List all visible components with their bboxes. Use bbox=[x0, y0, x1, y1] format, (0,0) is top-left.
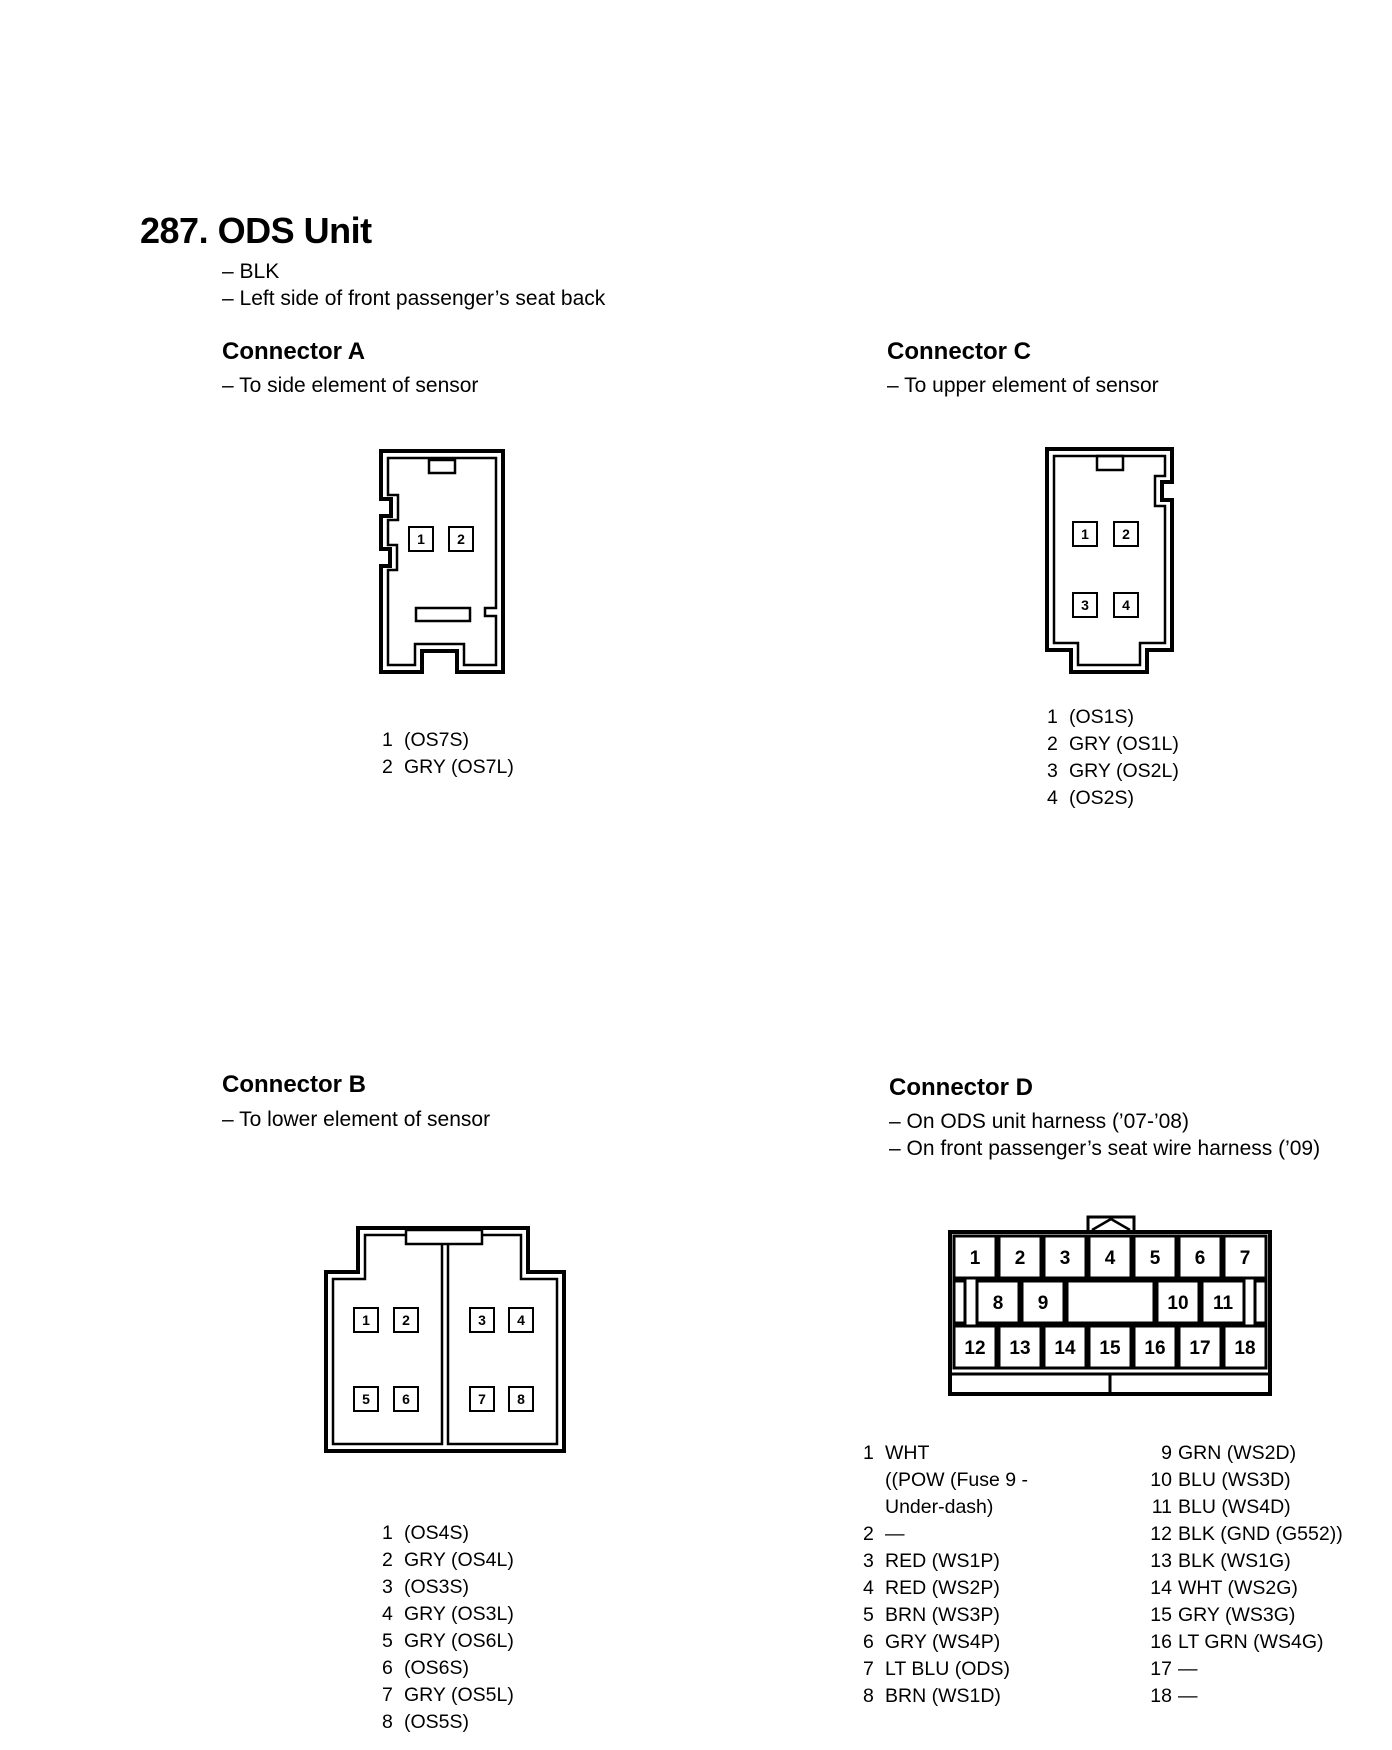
list-item: 4 (OS2S) bbox=[1047, 787, 1135, 809]
connector-c-heading: Connector C bbox=[887, 338, 1031, 365]
connector-a-inner-outline bbox=[388, 458, 496, 665]
page-title: 287. ODS Unit bbox=[140, 210, 372, 251]
connector-a-outline bbox=[381, 451, 503, 672]
connector-d-notes bbox=[889, 1108, 1320, 1162]
list-item: 7 LT BLU (ODS) bbox=[863, 1658, 1010, 1680]
connector-d-cavity-5: 5 bbox=[1149, 1248, 1161, 1269]
connector-d-cavity-15: 15 bbox=[1099, 1338, 1121, 1359]
list-item: 1 (OS1S) bbox=[1047, 706, 1135, 728]
connector-d-cavity-1: 1 bbox=[969, 1248, 981, 1269]
connector-c-latch bbox=[1097, 456, 1123, 470]
connector-b-cavity-2: 2 bbox=[402, 1312, 410, 1328]
list-item: 12 BLK (GND (G552)) bbox=[1150, 1523, 1343, 1545]
connector-a-cavity-1: 1 bbox=[417, 531, 425, 547]
connector-c-cavity-3: 3 bbox=[1081, 597, 1089, 613]
connector-b-cavity-6: 6 bbox=[402, 1391, 410, 1407]
list-item: 6 (OS6S) bbox=[382, 1657, 470, 1679]
connector-d-cavity-7: 7 bbox=[1239, 1248, 1251, 1269]
connector-d-latch-chevron bbox=[1092, 1219, 1130, 1230]
list-item: 2 GRY (OS7L) bbox=[382, 756, 514, 778]
connector-c-diagram bbox=[1035, 440, 1185, 680]
connector-b-note: – To lower element of sensor bbox=[222, 1108, 491, 1131]
list-item: 15 GRY (WS3G) bbox=[1150, 1604, 1296, 1626]
connector-d-cavity-6: 6 bbox=[1194, 1248, 1206, 1269]
connector-a-diagram bbox=[370, 442, 520, 682]
connector-d-note-1: – On ODS unit harness (’07-’08) bbox=[889, 1110, 1189, 1133]
list-item: 1 (OS7S) bbox=[382, 729, 470, 751]
connector-d-cavity-18: 18 bbox=[1234, 1338, 1256, 1359]
connector-d-cavity-8: 8 bbox=[992, 1293, 1004, 1314]
list-item: Under-dash) bbox=[885, 1496, 994, 1518]
list-item: 8 BRN (WS1D) bbox=[863, 1685, 1001, 1707]
connector-c-cavity-2: 2 bbox=[1122, 526, 1130, 542]
list-item: 14 WHT (WS2G) bbox=[1150, 1577, 1298, 1599]
connector-a-latch bbox=[429, 460, 455, 473]
connector-b-cavity-4: 4 bbox=[517, 1312, 525, 1328]
list-item: 2 — bbox=[863, 1523, 905, 1545]
list-item: 1 WHT bbox=[863, 1442, 930, 1464]
list-item: 13 BLK (WS1G) bbox=[1150, 1550, 1291, 1572]
connector-d-cavity-11: 11 bbox=[1212, 1293, 1234, 1314]
list-item: 18 — bbox=[1150, 1685, 1198, 1707]
connector-b-latch bbox=[406, 1230, 482, 1244]
list-item: 3 RED (WS1P) bbox=[863, 1550, 1000, 1572]
list-item: ((POW (Fuse 9 - bbox=[885, 1469, 1029, 1491]
connector-d-cavity-13: 13 bbox=[1009, 1338, 1031, 1359]
list-item: 4 GRY (OS3L) bbox=[382, 1603, 514, 1625]
list-item: 3 GRY (OS2L) bbox=[1047, 760, 1179, 782]
list-item: 7 GRY (OS5L) bbox=[382, 1684, 514, 1706]
connector-c-outline bbox=[1047, 449, 1172, 672]
connector-d-diagram bbox=[940, 1206, 1280, 1396]
connector-b-cavity-3: 3 bbox=[478, 1312, 486, 1328]
list-item: 1 (OS4S) bbox=[382, 1522, 470, 1544]
list-item: 5 GRY (OS6L) bbox=[382, 1630, 514, 1652]
connector-c-cavity-1: 1 bbox=[1081, 526, 1089, 542]
list-item: 6 GRY (WS4P) bbox=[863, 1631, 1001, 1653]
connector-d-cavity-3: 3 bbox=[1059, 1248, 1071, 1269]
connector-a-note: – To side element of sensor bbox=[222, 374, 479, 397]
list-item: 17 — bbox=[1150, 1658, 1198, 1680]
connector-c-cavity-4: 4 bbox=[1122, 597, 1130, 613]
list-item: 5 BRN (WS3P) bbox=[863, 1604, 1000, 1626]
unit-note-location: – Left side of front passenger’s seat back bbox=[222, 287, 606, 310]
connector-d-cavity-4: 4 bbox=[1104, 1248, 1116, 1269]
list-item: 16 LT GRN (WS4G) bbox=[1150, 1631, 1324, 1653]
list-item: 10 BLU (WS3D) bbox=[1150, 1469, 1291, 1491]
connector-b-heading: Connector B bbox=[222, 1071, 366, 1098]
connector-b-diagram bbox=[318, 1220, 572, 1460]
connector-d-cavity-14: 14 bbox=[1054, 1338, 1076, 1359]
connector-b-pin-list bbox=[382, 1520, 514, 1736]
list-item: 9 GRN (WS2D) bbox=[1161, 1442, 1297, 1464]
connector-d-cavity-2: 2 bbox=[1014, 1248, 1026, 1269]
connector-d-heading: Connector D bbox=[889, 1074, 1033, 1101]
connector-d-cavity-9: 9 bbox=[1037, 1293, 1049, 1314]
connector-a-cavity-2: 2 bbox=[457, 531, 465, 547]
connector-d-cavity-16: 16 bbox=[1144, 1338, 1166, 1359]
connector-d-note-2: – On front passenger’s seat wire harness (’09) bbox=[889, 1137, 1321, 1160]
unit-note-color: – BLK bbox=[222, 260, 280, 283]
connector-a-key-slot bbox=[416, 608, 470, 621]
connector-b-left-cavity bbox=[333, 1235, 442, 1444]
unit-notes bbox=[222, 258, 605, 312]
list-item: 8 (OS5S) bbox=[382, 1711, 470, 1733]
connector-b-cavity-8: 8 bbox=[517, 1391, 525, 1407]
list-item: 4 RED (WS2P) bbox=[863, 1577, 1000, 1599]
connector-b-cavity-7: 7 bbox=[478, 1391, 486, 1407]
connector-b-outline bbox=[326, 1228, 564, 1451]
connector-c-inner-outline bbox=[1054, 456, 1165, 665]
connector-d-pin-list-right bbox=[1138, 1440, 1343, 1710]
list-item: 11 BLU (WS4D) bbox=[1151, 1496, 1291, 1518]
connector-d-pin-list-left bbox=[863, 1440, 1028, 1710]
connector-c-pin-list bbox=[1047, 704, 1179, 812]
connector-d-cavity-12: 12 bbox=[964, 1338, 986, 1359]
connector-a-pin-list bbox=[382, 727, 514, 781]
connector-d-cavity-10: 10 bbox=[1167, 1293, 1189, 1314]
connector-b-right-cavity bbox=[448, 1235, 557, 1444]
connector-b-cavity-5: 5 bbox=[362, 1391, 370, 1407]
list-item: 3 (OS3S) bbox=[382, 1576, 470, 1598]
connector-d-cavity-17: 17 bbox=[1189, 1338, 1211, 1359]
list-item: 2 GRY (OS4L) bbox=[382, 1549, 514, 1571]
list-item: 2 GRY (OS1L) bbox=[1047, 733, 1179, 755]
connector-a-heading: Connector A bbox=[222, 338, 366, 365]
connector-b-cavity-1: 1 bbox=[362, 1312, 370, 1328]
connector-c-note: – To upper element of sensor bbox=[887, 374, 1159, 397]
